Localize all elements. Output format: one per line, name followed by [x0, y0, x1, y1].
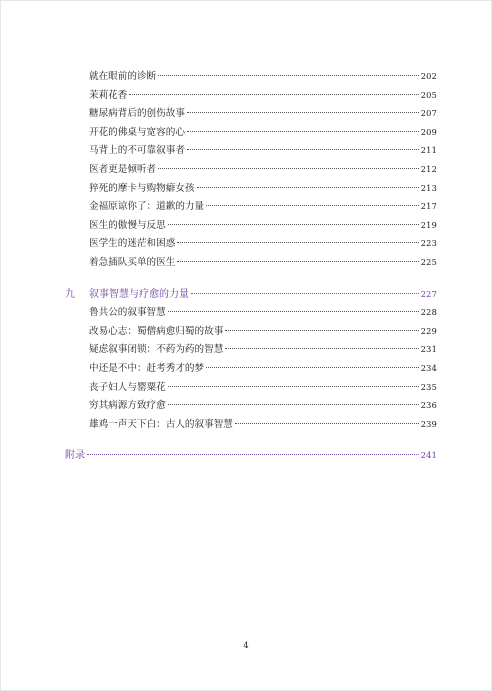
toc-entry-title: 医生的傲慢与反思	[89, 219, 166, 231]
toc-entry[interactable]	[65, 123, 437, 142]
toc-entry-page: 223	[420, 238, 437, 249]
dot-leader	[197, 187, 419, 188]
dot-leader	[206, 367, 419, 368]
toc-entry-page: 228	[420, 307, 437, 318]
toc-entry-title: 中还是不中：赶考秀才的梦	[89, 362, 205, 374]
toc-entry[interactable]	[65, 67, 437, 86]
dot-leader	[168, 386, 419, 387]
toc-entry-title: 猝死的摩卡与购物癖女孩	[89, 182, 195, 194]
dot-leader	[158, 75, 419, 76]
toc-entry[interactable]	[65, 86, 437, 105]
toc-entry[interactable]	[65, 340, 437, 359]
dot-leader	[168, 311, 419, 312]
dot-leader	[235, 423, 419, 424]
toc-entry[interactable]	[65, 197, 437, 216]
section-title: 叙事智慧与疗愈的力量	[89, 288, 189, 300]
dot-leader	[87, 454, 419, 455]
toc-entry-title: 糖尿病背后的创伤故事	[89, 108, 185, 120]
toc-entry[interactable]	[65, 359, 437, 378]
toc-entry-title: 疑虑叙事闭锁：不药为药的智慧	[89, 344, 224, 356]
toc-appendix[interactable]	[65, 446, 437, 465]
toc-entry-title: 医者更是倾听者	[89, 163, 157, 175]
toc-entry-title: 茉莉花香	[89, 89, 128, 101]
appendix-page: 241	[420, 450, 437, 461]
toc-entry[interactable]	[65, 378, 437, 397]
toc-entry-title: 鲁共公的叙事智慧	[89, 307, 166, 319]
toc-entry-page: 213	[420, 182, 437, 193]
toc-entry-title: 金福原谅你了：道歉的力量	[89, 201, 205, 213]
toc-entry-page: 234	[420, 362, 437, 373]
toc-entry-page: 202	[420, 71, 437, 81]
appendix-title: 附录	[65, 450, 85, 462]
toc-entry-title: 穷其病源方致疗愈	[89, 400, 166, 412]
dot-leader	[225, 348, 418, 349]
toc-entry[interactable]	[65, 303, 437, 322]
section-number: 九	[65, 288, 75, 300]
toc-entry-page: 231	[420, 344, 437, 355]
dot-leader	[177, 261, 418, 262]
toc-group-1	[65, 67, 437, 272]
toc-entry-title: 开花的佛桌与宽容的心	[89, 126, 185, 138]
dot-leader	[177, 242, 418, 243]
toc-entry-page: 219	[420, 219, 437, 230]
toc-entry-page: 209	[420, 126, 437, 137]
toc-entry-page: 205	[420, 89, 437, 100]
page-number: 4	[243, 641, 249, 651]
toc-entry-title: 就在眼前的诊断	[89, 71, 157, 82]
toc-entry[interactable]	[65, 104, 437, 123]
toc-entry-title: 着急插队买单的医生	[89, 256, 176, 268]
dot-leader	[187, 131, 419, 132]
toc-entry-title: 马背上的不可靠叙事者	[89, 145, 185, 157]
toc-entry[interactable]	[65, 216, 437, 235]
dot-leader	[206, 205, 419, 206]
toc-section-9[interactable]	[65, 285, 437, 304]
table-of-contents	[65, 67, 437, 465]
toc-entry[interactable]	[65, 179, 437, 198]
toc-entry-page: 225	[420, 256, 437, 267]
dot-leader	[187, 112, 419, 113]
section-page: 227	[420, 288, 437, 299]
toc-entry-title: 医学生的迷茫和困惑	[89, 238, 176, 250]
dot-leader	[168, 224, 419, 225]
dot-leader	[225, 330, 418, 331]
toc-entry-page: 217	[420, 201, 437, 212]
toc-entry-page: 211	[420, 145, 437, 156]
toc-entry[interactable]	[65, 415, 437, 434]
toc-entry-title: 改易心志：蜀僧病愈归蜀的故事	[89, 325, 224, 337]
toc-entry[interactable]	[65, 234, 437, 253]
dot-leader	[158, 168, 419, 169]
dot-leader	[191, 293, 419, 294]
toc-entry-page: 207	[420, 108, 437, 119]
dot-leader	[168, 404, 419, 405]
toc-entry-page: 236	[420, 400, 437, 411]
toc-group-2	[65, 303, 437, 433]
dot-leader	[187, 149, 419, 150]
toc-entry-page: 229	[420, 325, 437, 336]
dot-leader	[129, 94, 418, 95]
toc-entry-title: 丧子妇人与罂粟花	[89, 381, 166, 393]
toc-entry-title: 雄鸡一声天下白：古人的叙事智慧	[89, 418, 233, 430]
toc-entry[interactable]	[65, 396, 437, 415]
toc-entry[interactable]	[65, 141, 437, 160]
toc-entry[interactable]	[65, 322, 437, 341]
toc-entry-page: 235	[420, 381, 437, 392]
toc-entry[interactable]	[65, 253, 437, 272]
toc-entry-page: 239	[420, 418, 437, 429]
toc-entry[interactable]	[65, 160, 437, 179]
toc-entry-page: 212	[420, 163, 437, 174]
